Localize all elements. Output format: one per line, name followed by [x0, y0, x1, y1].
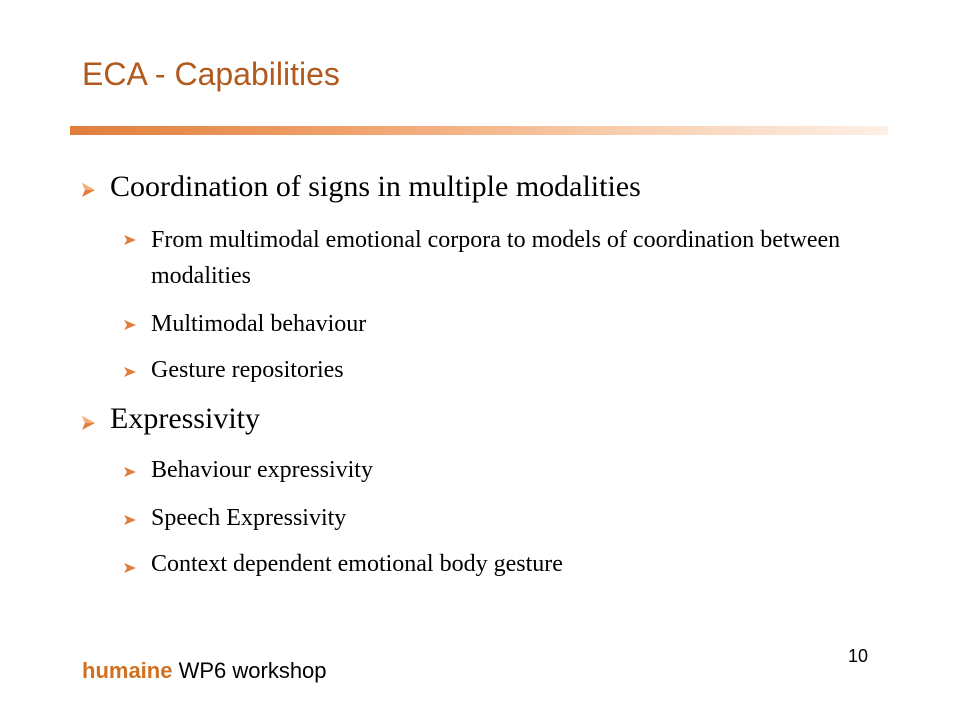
bullet-icon: [78, 413, 98, 433]
bullet-coordination: Coordination of signs in multiple modalities: [110, 170, 641, 203]
sub-bullet-gesture-repos: Gesture repositories: [151, 357, 344, 383]
sub-bullet-speech: Speech Expressivity: [151, 505, 347, 531]
title-underline: [70, 126, 888, 135]
sub-bullet-icon: [122, 365, 138, 379]
sub-bullet-icon: [122, 561, 138, 575]
sub-bullet-icon: [122, 233, 138, 247]
sub-bullet-corpora: From multimodal emotional corpora to models of coordination between modalities: [151, 227, 841, 289]
slide-title: ECA - Capabilities: [82, 56, 340, 92]
bullet-icon: [78, 180, 98, 200]
footer-label: [82, 658, 327, 684]
brand-logo: humaine: [82, 658, 173, 683]
footer-text: WP6 workshop: [172, 658, 327, 683]
sub-bullet-icon: [122, 465, 138, 479]
page-number: 10: [848, 646, 869, 666]
sub-bullet-icon: [122, 318, 138, 332]
bullet-expressivity: Expressivity: [110, 402, 260, 435]
sub-bullet-behaviour: Behaviour expressivity: [151, 457, 373, 483]
sub-bullet-context: Context dependent emotional body gesture: [151, 551, 563, 577]
sub-bullet-multimodal: Multimodal behaviour: [151, 311, 367, 337]
sub-bullet-icon: [122, 513, 138, 527]
